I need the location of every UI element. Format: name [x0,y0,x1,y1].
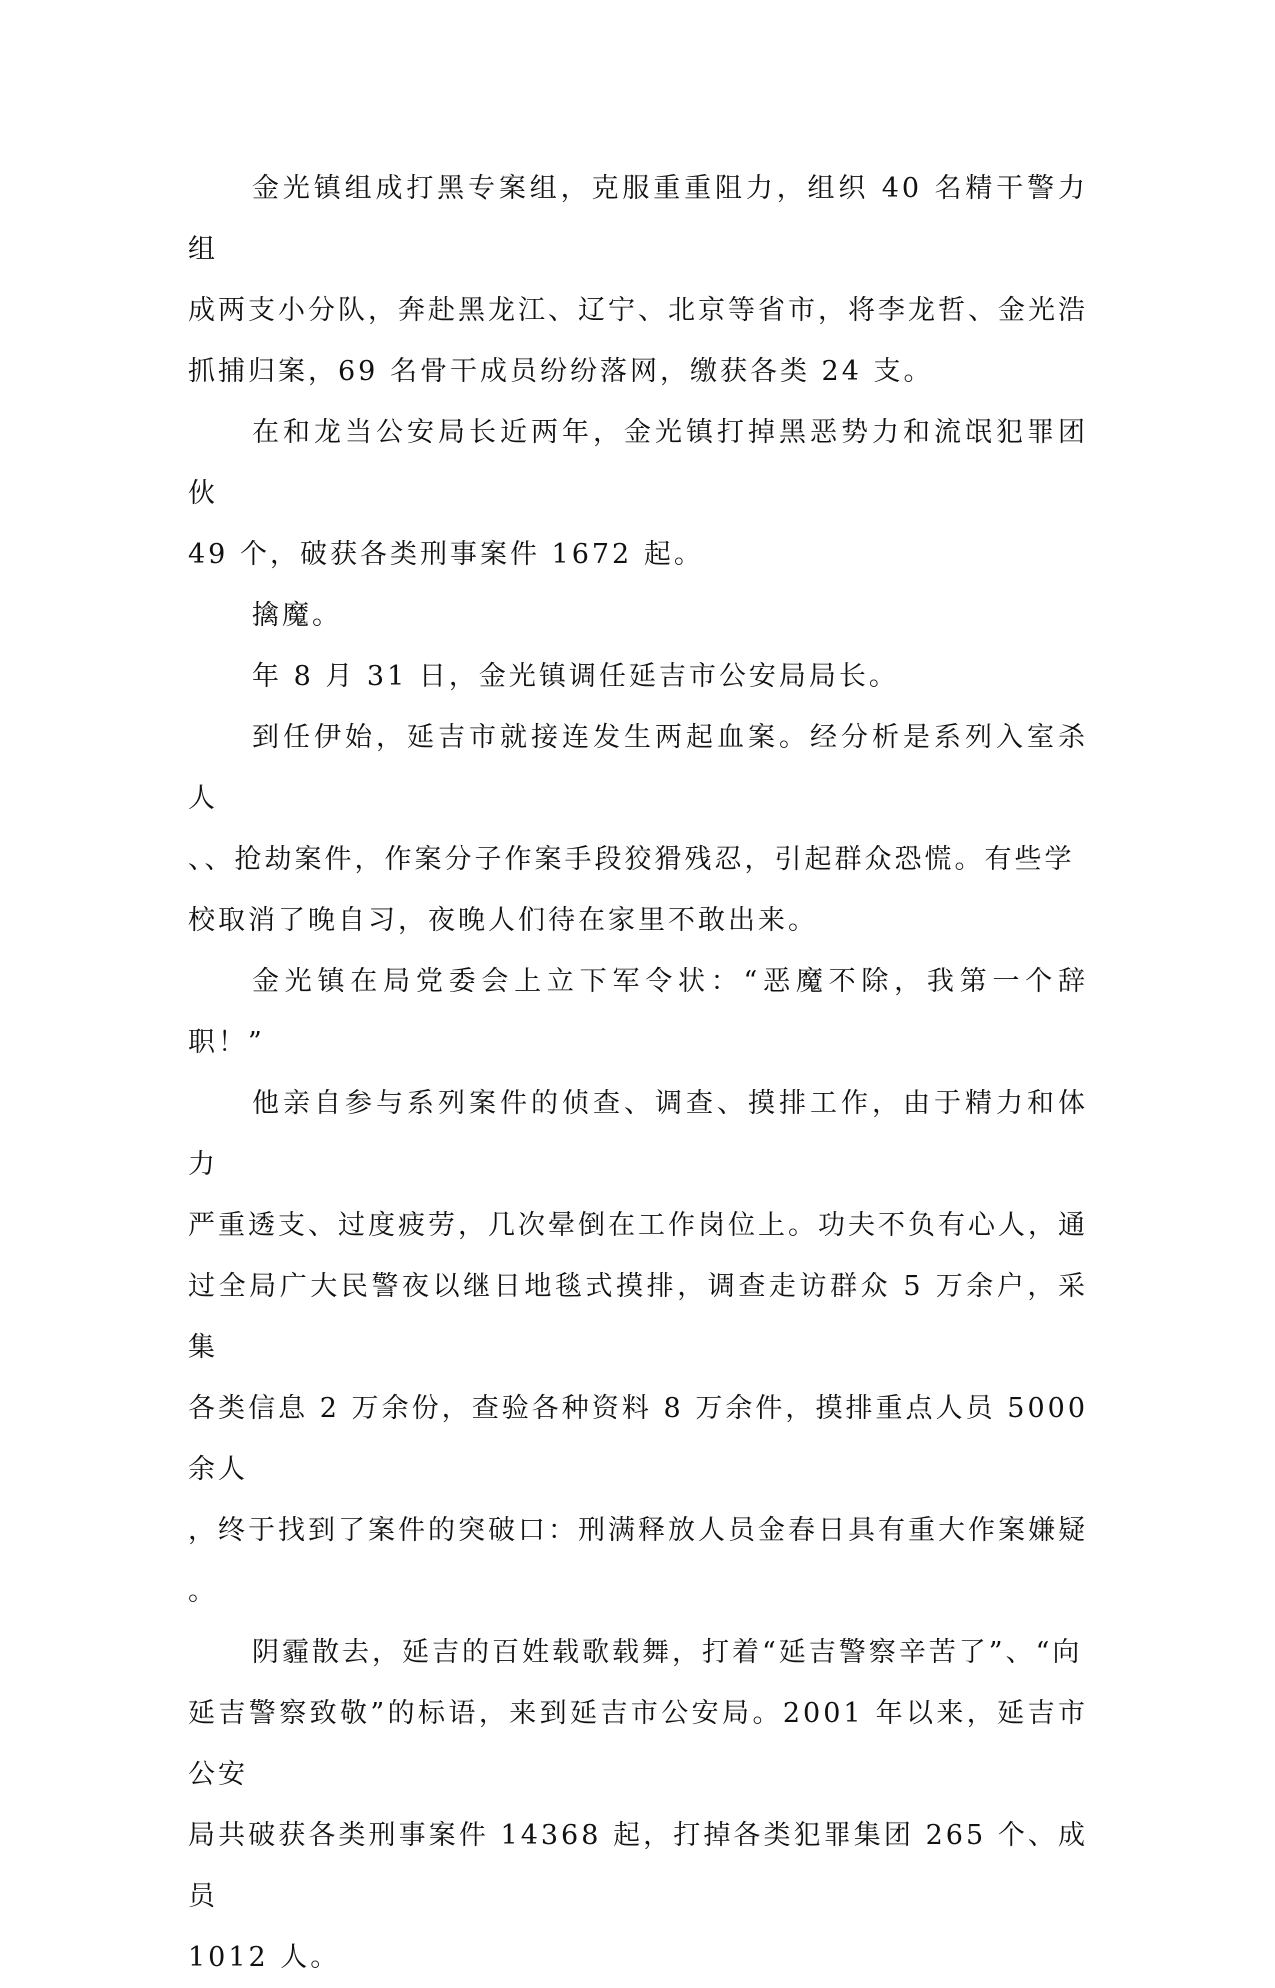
paragraph-5 [188,707,1088,829]
text-line: 过全局广大民警夜以继日地毯式摸排，调查走访群众 5 万余户，采集 [188,1271,1088,1363]
text-line: 他亲自参与系列案件的侦查、调查、摸排工作，由于精力和体力 [188,1088,1088,1180]
text-line: 金光镇组成打黑专案组，克服重重阻力，组织 40 名精干警力组 [188,173,1088,265]
paragraph-1-cont [188,280,1088,341]
text-line: 、、抢劫案件，作案分子作案手段狡猾残忍，引起群众恐慌。有些学 [188,844,1075,875]
text-line: 校取消了晚自习，夜晚人们待在家里不敢出来。 [188,905,818,936]
paragraph-7-cont [188,1500,1088,1561]
paragraph-7-cont [188,1195,1088,1256]
text-line: 49 个，破获各类刑事案件 1672 起。 [188,539,704,570]
text-line: 严重透支、过度疲劳，几次晕倒在工作岗位上。功夫不负有心人，通 [188,1210,1088,1241]
paragraph-8-cont [188,1683,1088,1805]
text-line: ，终于找到了案件的突破口：刑满释放人员金春日具有重大作案嫌疑 [188,1515,1088,1546]
paragraph-8-cont [188,1805,1088,1927]
paragraph-5-cont [188,829,1088,890]
paragraph-7 [188,1073,1088,1195]
paragraph-4 [188,646,1088,707]
text-line: 抓捕归案，69 名骨干成员纷纷落网，缴获各类 24 支。 [188,356,934,387]
paragraph-2-cont [188,524,1088,585]
text-line: 金光镇在局党委会上立下军令状：“恶魔不除，我第一个辞职！” [188,966,1088,1058]
paragraph-2 [188,402,1088,524]
paragraph-8 [188,1622,1088,1683]
text-line: 成两支小分队，奔赴黑龙江、辽宁、北京等省市，将李龙哲、金光浩 [188,295,1088,326]
text-line: 在和龙当公安局长近两年，金光镇打掉黑恶势力和流氓犯罪团伙 [188,417,1088,509]
paragraph-1-cont [188,341,1088,402]
text-line: 年 8 月 31 日，金光镇调任延吉市公安局局长。 [252,661,899,692]
paragraph-7-cont [188,1561,1088,1622]
text-line: 1012 人。 [188,1942,341,1973]
text-line: 到任伊始，延吉市就接连发生两起血案。经分析是系列入室杀人 [188,722,1088,814]
document-body [188,158,1100,1988]
paragraph-5-cont [188,890,1088,951]
paragraph-1 [188,158,1088,280]
text-line: 。 [188,1576,218,1607]
text-line: 各类信息 2 万余份，查验各种资料 8 万余件，摸排重点人员 5000 余人 [188,1393,1100,1485]
paragraph-8-cont [188,1927,1088,1988]
text-line: 擒魔。 [252,600,342,631]
text-line: 阴霾散去，延吉的百姓载歌载舞，打着“延吉警察辛苦了”、“向 [252,1637,1083,1668]
text-line: 局共破获各类刑事案件 14368 起，打掉各类犯罪集团 265 个、成员 [188,1820,1088,1912]
paragraph-7-cont [188,1256,1088,1378]
paragraph-7-cont [188,1378,1100,1500]
paragraph-3 [188,585,1088,646]
text-line: 延吉警察致敬”的标语，来到延吉市公安局。2001 年以来，延吉市公安 [188,1698,1088,1790]
paragraph-6 [188,951,1088,1073]
